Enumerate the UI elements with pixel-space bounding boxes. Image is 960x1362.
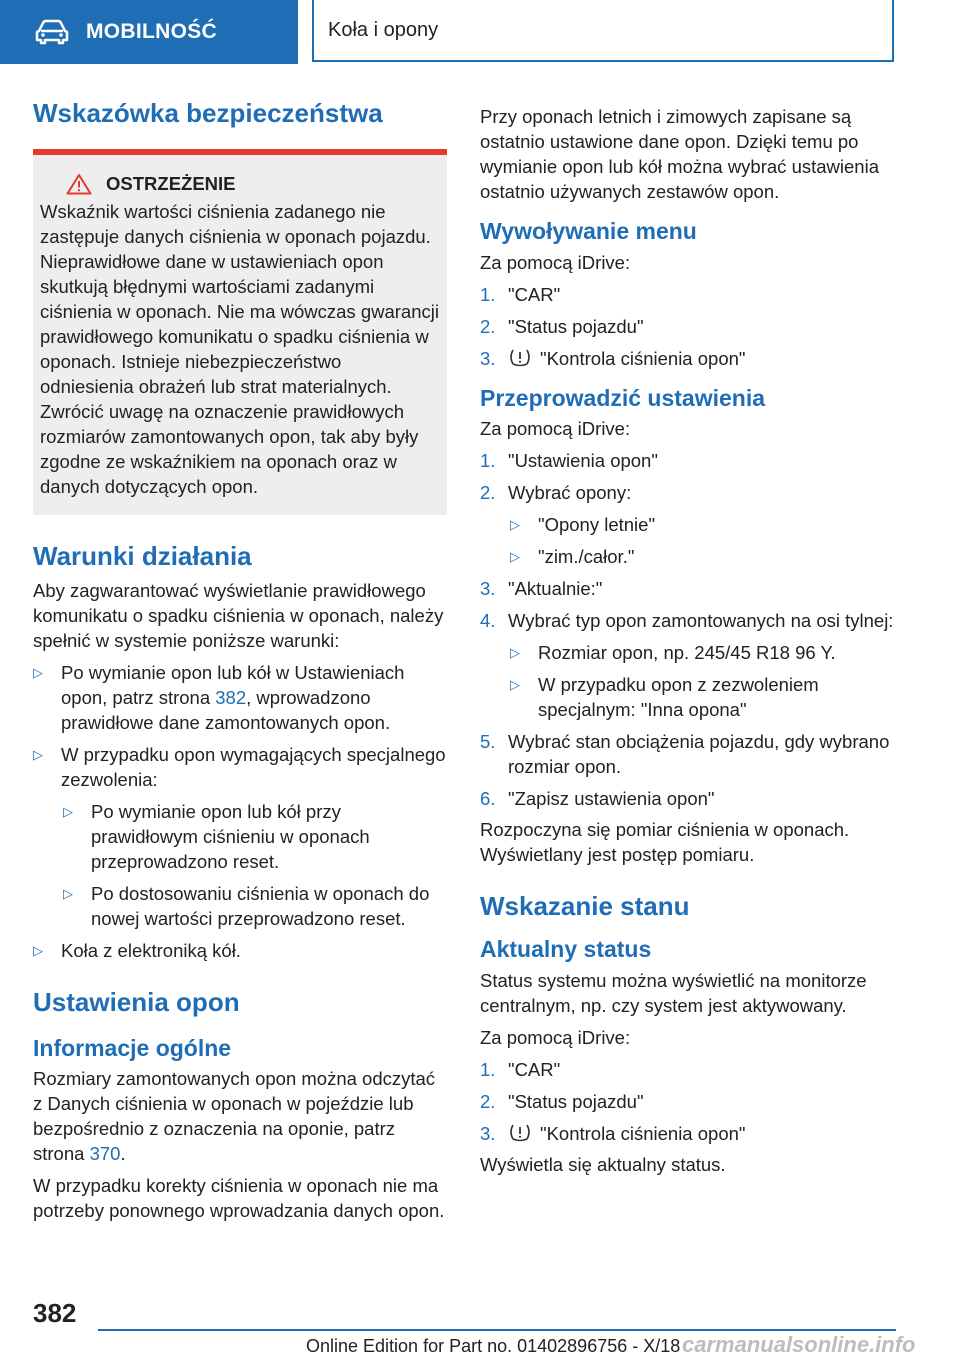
current-status-intro: Za pomocą iDrive: [480,1026,631,1048]
bullet-icon: ▷ [63,886,73,902]
tire-settings-heading: Ustawienia opon [33,987,240,1018]
list-item: ▷ Koła z elektroniką kół. [33,940,241,962]
list-item: ▷ "Opony letnie" [510,514,656,536]
section-tab [0,0,298,64]
chapter-title: Koła i opony [328,18,439,41]
page-link-382[interactable]: 382 [215,687,247,709]
settings-steps [480,448,894,811]
settings-intro: Za pomocą iDrive: [480,418,631,440]
general-info-heading: Informacje ogólne [33,1034,232,1061]
bullet-icon: ▷ [33,665,43,681]
menu-steps [480,282,894,371]
bullet-icon: ▷ [63,804,73,820]
chapter-header [312,0,894,62]
list-item: 2. Wybrać opony: [480,482,632,504]
general-info-text-2: W przypadku korekty ciśnienia w oponach nie ma potrzeby ponownego wprowadzania danych opon. [33,1175,445,1222]
current-status-heading: Aktualny status [480,936,652,963]
bullet-icon: ▷ [510,549,520,565]
list-item: ▷ Po dostosowaniu ciśnienia w oponach do nowej wartości przeprowadzono reset. [63,883,430,930]
list-item: 3. "Kontrola ciśnienia opon" [480,1122,746,1144]
warning-triangle-icon [66,173,92,195]
list-item: 2. "Status pojazdu" [480,315,644,337]
footer-divider [98,1329,896,1331]
warning-header [40,173,439,195]
list-item: 5. Wybrać stan obciążenia pojazdu, gdy wybrano rozmiar opon. [480,731,890,778]
bullet-icon: ▷ [510,645,520,661]
status-heading: Wskazanie stanu [480,891,690,922]
car-icon [34,19,70,45]
warning-box [33,149,447,515]
conditions-heading: Warunki działania [33,541,252,572]
list-item: 3. "Kontrola ciśnienia opon" [480,347,746,369]
settings-heading: Przeprowadzić ustawienia [480,384,766,411]
conditions-list [33,660,447,963]
right-column [480,104,894,1177]
list-item: 1. "CAR" [480,283,561,305]
footer-edition: Online Edition for Part no. 01402896756 - X/18 [306,1336,681,1356]
list-item: 6. "Zapisz ustawienia opon" [480,788,715,810]
list-item: ▷ Po wymianie opon lub kół przy prawidłowym ciśnieniu w oponach przeprowadzono reset. [63,801,370,873]
current-status-steps [480,1057,894,1146]
menu-heading: Wywoływanie menu [480,218,697,244]
tire-pressure-icon [508,348,532,368]
safety-heading: Wskazówka bezpieczeństwa [33,98,383,128]
tire-pressure-icon [508,1123,532,1143]
watermark: carmanualsonline.info [682,1332,916,1357]
list-item: 2. "Status pojazdu" [480,1090,644,1112]
list-item: ▷ "zim./całor." [510,546,635,568]
list-item: ▷ Po wymianie opon lub kół w Ustawieniach opon, patrz strona 382, wprowadzono prawidłowe dane zamontowanych opon. [33,662,405,734]
page-number: 382 [33,1298,77,1328]
bullet-icon: ▷ [510,517,520,533]
current-status-result: Wyświetla się aktualny status. [480,1153,726,1175]
list-item: 1. "CAR" [480,1058,561,1080]
bullet-icon: ▷ [510,677,520,693]
conditions-intro: Aby zagwarantować wyświetlanie prawidłowego komunikatu o spadku ciśnienia w oponach, należy spełnić w systemie poniższe warunki: [33,580,444,652]
bullet-icon: ▷ [33,747,43,763]
left-column [33,98,447,1223]
measurement-text: Rozpoczyna się pomiar ciśnienia w oponach. Wyświetlany jest postęp pomiaru. [480,819,850,866]
current-status-text: Status systemu można wyświetlić na monitorze centralnym, np. czy system jest aktywowany. [480,969,867,1016]
warning-text: Wskaźnik wartości ciśnienia zadanego nie zastępuje danych ciśnienia w oponach pojazdu. Nieprawidłowe dane w ustawieniach opon skutkują błędnymi wartościami zadanymi ciśnienia w oponach. Nie ma wówczas gwarancji prawidłowego komunikatu o spadku ciśnienia w oponach. Istnieje niebezpieczeństwo odniesienia obrażeń lub strat materialnych. Zwrócić uwagę na oznaczenie prawidłowych rozmiarów zamontowanych opon, tak aby były zgodne ze wskaźnikiem na oponach oraz w danych dotyczących opon. [40,201,439,498]
section-title: MOBILNOŚĆ [86,20,218,43]
list-item: ▷ W przypadku opon wymagających specjalnego zezwolenia: [33,744,446,791]
page-link-370[interactable]: 370 [89,1143,121,1165]
intro-text: Przy oponach letnich i zimowych zapisane są ostatnio ustawione dane opon. Dzięki temu po wymianie opon lub kół można wybrać ustawienia ostatnio używanych zestawów opon. [480,106,879,202]
list-item: 4. Wybrać typ opon zamontowanych na osi tylnej: [480,610,894,632]
general-info-text: Rozmiary zamontowanych opon można odczytać z Danych ciśnienia w oponach w pojeździe lub bezpośrednio z oznaczenia na oponie, patrz strona 370. [33,1068,436,1165]
list-item: ▷ Rozmiar opon, np. 245/45 R18 96 Y. [510,642,836,664]
menu-intro: Za pomocą iDrive: [480,251,631,273]
warning-label: OSTRZEŻENIE [106,173,236,195]
bullet-icon: ▷ [33,943,43,959]
list-item: 3. "Aktualnie:" [480,578,603,600]
list-item: 1. "Ustawienia opon" [480,450,658,472]
list-item: ▷ W przypadku opon z zezwoleniem specjalnym: "Inna opona" [510,674,819,721]
